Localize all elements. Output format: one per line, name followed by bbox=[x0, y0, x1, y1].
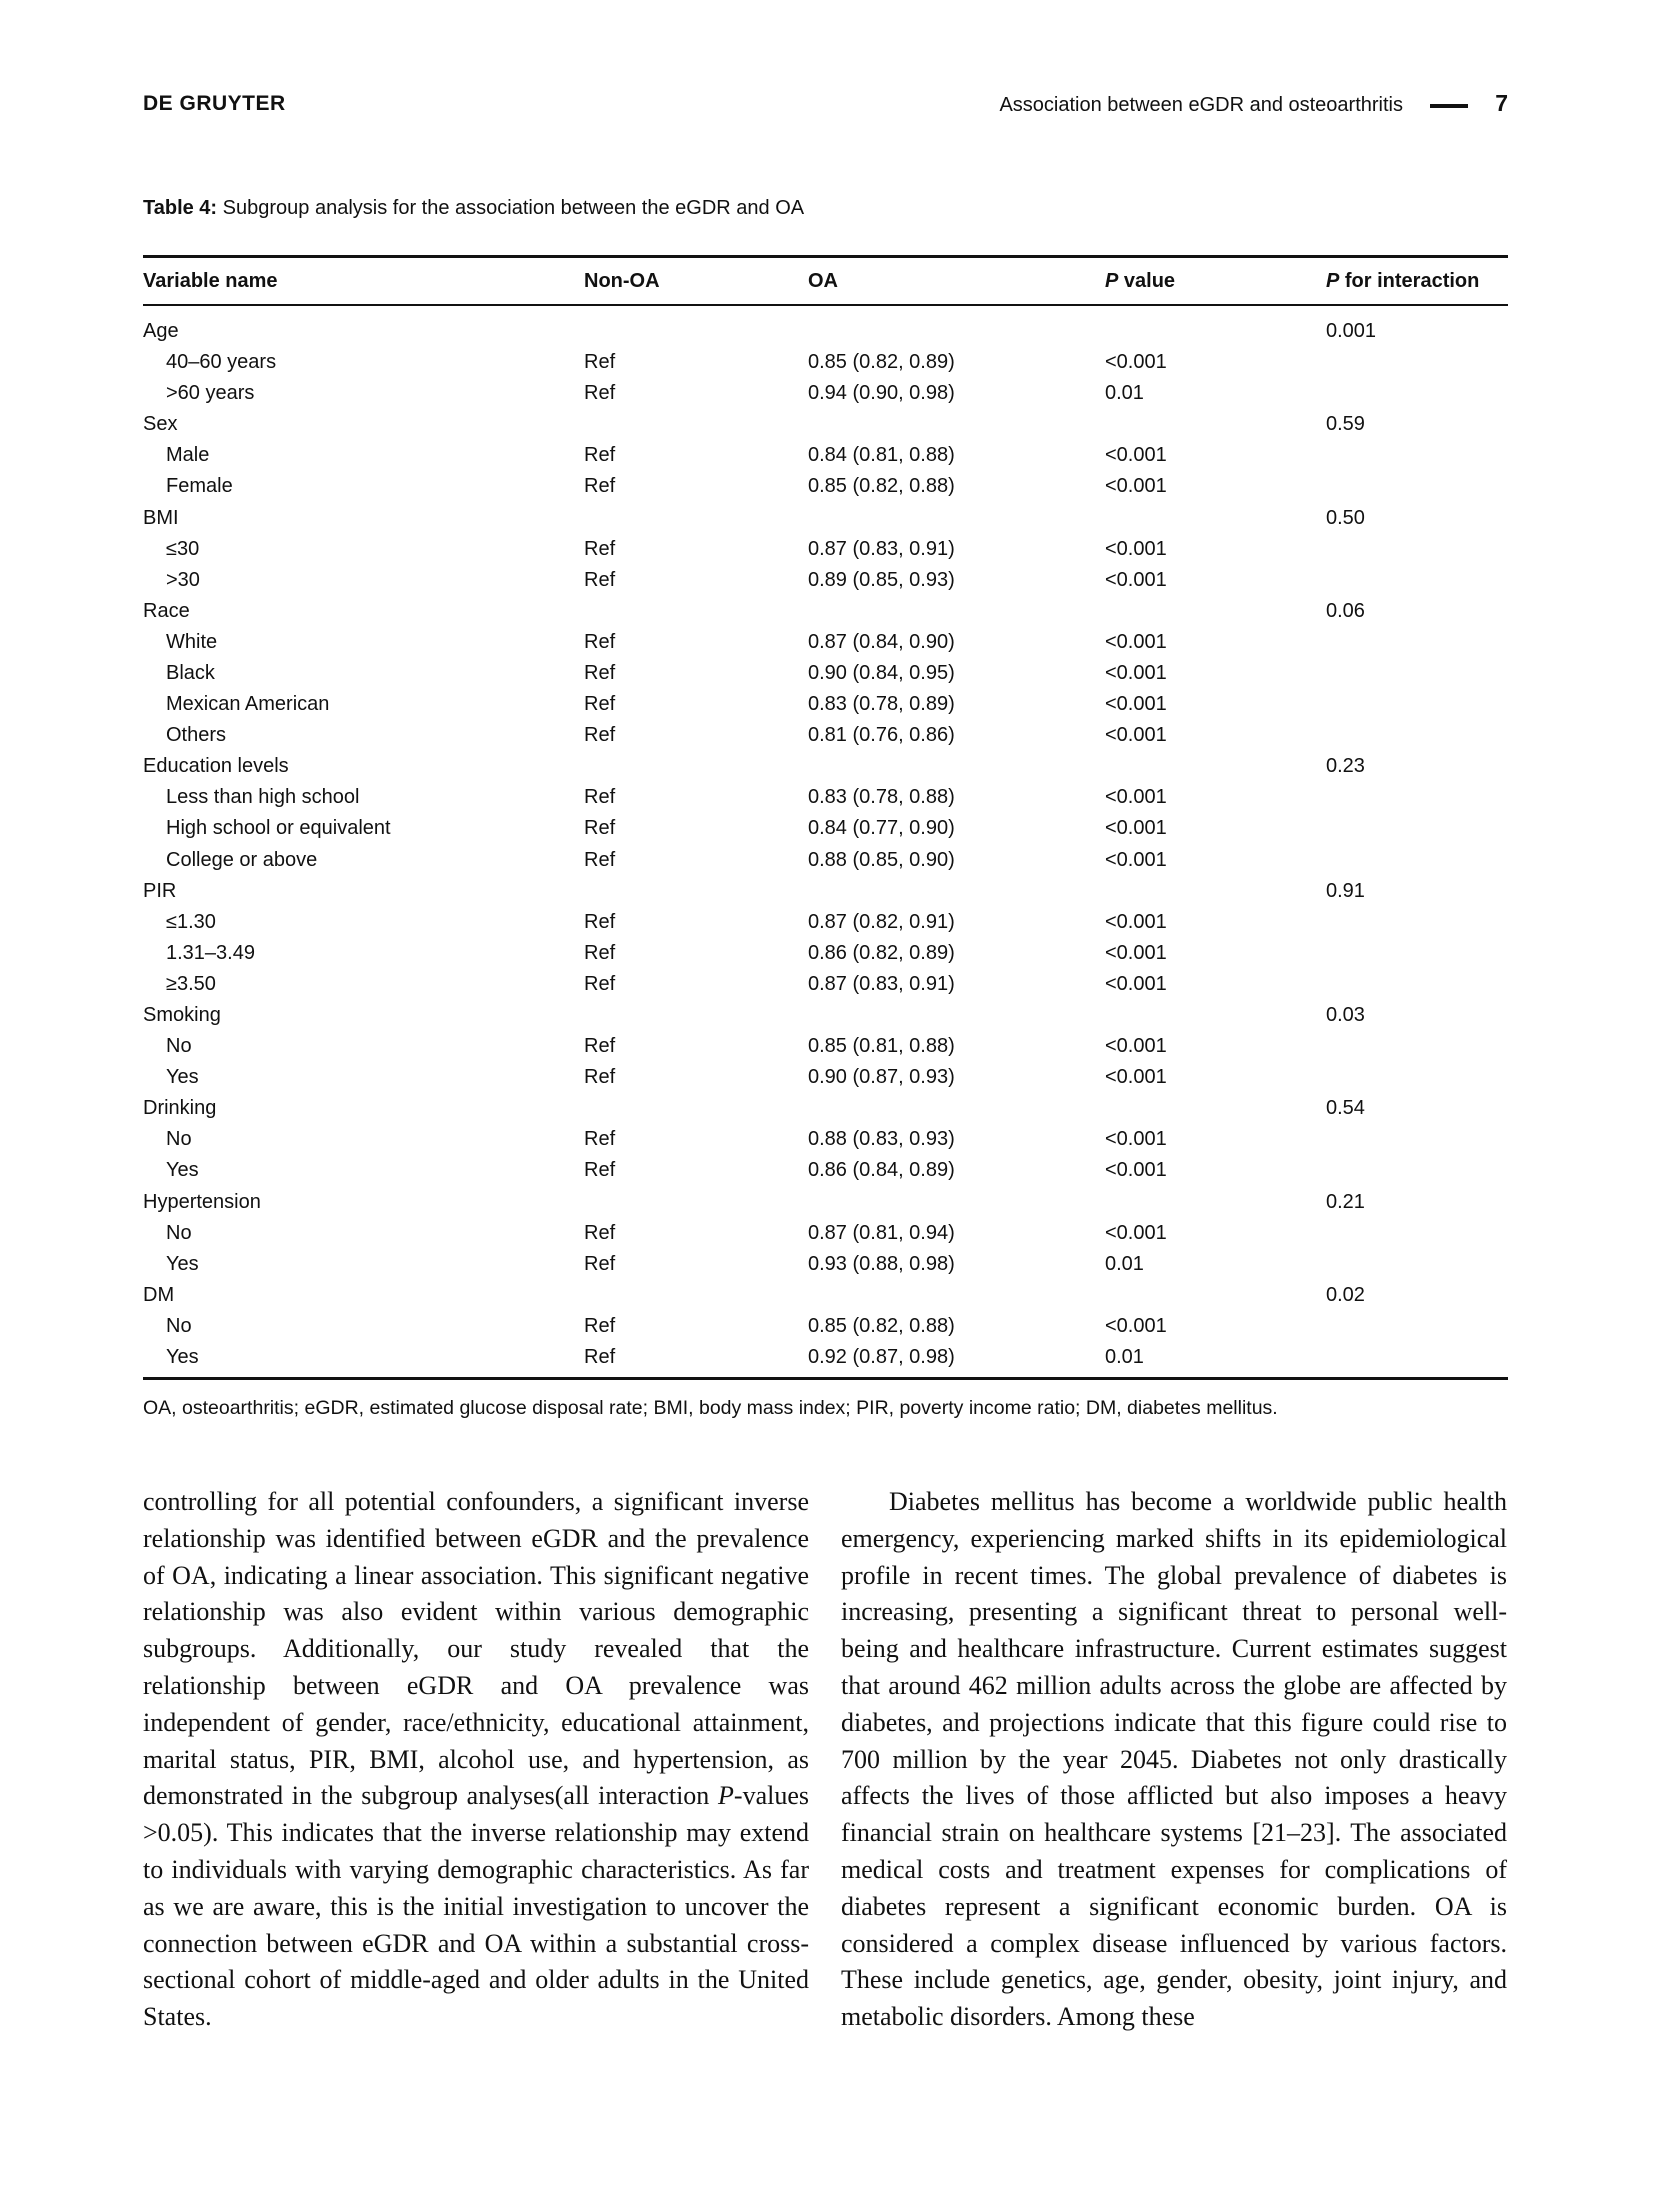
variable-cell: Female bbox=[166, 475, 233, 498]
variable-cell: ≥3.50 bbox=[166, 972, 216, 995]
variable-cell: ≤1.30 bbox=[166, 910, 216, 933]
column-header-p-value bbox=[1105, 257, 1326, 306]
variable-cell: Drinking bbox=[143, 1097, 217, 1120]
oa-cell bbox=[808, 1187, 1105, 1218]
table-row bbox=[143, 1062, 1508, 1093]
p-interaction-cell: 0.91 bbox=[1326, 879, 1365, 902]
non-oa-cell bbox=[584, 876, 808, 907]
variable-cell: Education levels bbox=[143, 755, 289, 778]
non-oa-cell bbox=[584, 502, 808, 533]
non-oa-cell: Ref bbox=[584, 1314, 616, 1337]
table-row bbox=[143, 689, 1508, 720]
non-oa-cell: Ref bbox=[584, 972, 616, 995]
oa-cell bbox=[808, 502, 1105, 533]
p-value-cell bbox=[1105, 596, 1326, 627]
oa-cell: 0.85 (0.82, 0.89) bbox=[808, 351, 955, 374]
variable-cell: DM bbox=[143, 1283, 175, 1306]
p-interaction-cell: 0.21 bbox=[1326, 1190, 1365, 1213]
table-group-row bbox=[143, 502, 1508, 533]
p-italic: P bbox=[718, 1781, 734, 1811]
table-row bbox=[143, 907, 1508, 938]
header-rule bbox=[1430, 104, 1468, 108]
oa-cell: 0.87 (0.83, 0.91) bbox=[808, 537, 955, 560]
non-oa-cell: Ref bbox=[584, 537, 616, 560]
p-value-cell: 0.01 bbox=[1105, 382, 1144, 405]
paragraph-text: controlling for all potential confounders, a significant inverse relationship was identified between eGDR and the prevalence of OA, indicating a linear association. This significant negative relationship was also evident within various demographic subgroups. Additionally, our study revealed that the relationship between eGDR and OA prevalence was independent of gender, race/ethnicity, educational attainment, marital status, PIR, BMI, alcohol use, and hypertension, as demonstrated in the subgroup analyses(all interaction bbox=[143, 1487, 809, 1811]
p-interaction-cell: 0.02 bbox=[1326, 1283, 1365, 1306]
variable-cell: Age bbox=[143, 320, 179, 342]
oa-cell: 0.92 (0.87, 0.98) bbox=[808, 1342, 1105, 1379]
table-row bbox=[143, 471, 1508, 502]
non-oa-cell: Ref bbox=[584, 693, 616, 716]
variable-cell: ≤30 bbox=[166, 537, 200, 560]
non-oa-cell: Ref bbox=[584, 724, 616, 747]
p-value-rest: value bbox=[1118, 269, 1176, 292]
table-group-row bbox=[143, 1187, 1508, 1218]
p-interaction-cell bbox=[1326, 565, 1508, 596]
variable-cell: Hypertension bbox=[143, 1190, 261, 1213]
non-oa-cell: Ref bbox=[584, 1128, 616, 1151]
non-oa-cell bbox=[584, 1000, 808, 1031]
table-row bbox=[143, 1155, 1508, 1186]
table-row bbox=[143, 440, 1508, 471]
oa-cell: 0.84 (0.81, 0.88) bbox=[808, 444, 955, 467]
table-row bbox=[143, 658, 1508, 689]
oa-cell: 0.87 (0.82, 0.91) bbox=[808, 910, 955, 933]
p-interaction-cell: 0.03 bbox=[1326, 1004, 1365, 1027]
body-column-left bbox=[143, 1484, 809, 2036]
variable-cell: Mexican American bbox=[166, 693, 330, 716]
table-group-row bbox=[143, 1093, 1508, 1124]
oa-cell: 0.86 (0.82, 0.89) bbox=[808, 941, 955, 964]
page-number: 7 bbox=[1495, 90, 1508, 116]
non-oa-cell bbox=[584, 751, 808, 782]
oa-cell: 0.85 (0.81, 0.88) bbox=[808, 1035, 955, 1058]
oa-cell bbox=[808, 409, 1105, 440]
oa-cell bbox=[808, 876, 1105, 907]
p-italic: P bbox=[1105, 269, 1119, 292]
table-row bbox=[143, 565, 1508, 596]
non-oa-cell bbox=[584, 596, 808, 627]
p-interaction-cell: 0.001 bbox=[1326, 320, 1377, 342]
variable-cell: Sex bbox=[143, 413, 178, 436]
non-oa-cell: Ref bbox=[584, 1342, 808, 1379]
body-column-right bbox=[841, 1484, 1507, 2036]
table-group-row bbox=[143, 876, 1508, 907]
p-value-cell: <0.001 bbox=[1105, 444, 1167, 467]
p-interaction-cell bbox=[1326, 347, 1508, 378]
table-row bbox=[143, 1124, 1508, 1155]
p-value-cell bbox=[1105, 1000, 1326, 1031]
table-row bbox=[143, 845, 1508, 876]
table-row bbox=[143, 378, 1508, 409]
p-value-cell: <0.001 bbox=[1105, 1221, 1167, 1244]
p-interaction-cell bbox=[1326, 1155, 1508, 1186]
p-interaction-cell: 0.50 bbox=[1326, 506, 1365, 529]
p-value-cell: 0.01 bbox=[1105, 1342, 1326, 1379]
non-oa-cell: Ref bbox=[584, 941, 616, 964]
oa-cell: 0.86 (0.84, 0.89) bbox=[808, 1159, 955, 1182]
table-group-row bbox=[143, 751, 1508, 782]
p-interaction-cell: 0.59 bbox=[1326, 413, 1365, 436]
oa-cell bbox=[808, 1280, 1105, 1311]
p-interaction-cell bbox=[1326, 1062, 1508, 1093]
table-caption-label: Table 4: bbox=[143, 197, 218, 219]
non-oa-cell: Ref bbox=[584, 848, 616, 871]
p-value-cell: <0.001 bbox=[1105, 724, 1167, 747]
p-value-cell: <0.001 bbox=[1105, 661, 1167, 684]
variable-cell: Others bbox=[166, 724, 227, 747]
p-interaction-cell bbox=[1326, 627, 1508, 658]
body-paragraph: Diabetes mellitus has become a worldwide public health emergency, experiencing marked shifts in its epidemiological profile in recent times. The global prevalence of diabetes is increasing, presenting a significant threat to personal well-being and healthcare infrastructure. Current estimates suggest that around 462 million adults across the globe are affected by diabetes, and projections indicate that this figure could rise to 700 million by the year 2045. Diabetes not only drastically affects the lives of those afflicted but also imposes a heavy financial strain on healthcare systems [21–23]. The associated medical costs and treatment expenses for complications of diabetes represent a significant economic burden. OA is considered a complex disease influenced by various factors. These include genetics, age, gender, obesity, joint injury, and metabolic disorders. Among these bbox=[841, 1487, 1507, 2032]
table-caption bbox=[143, 197, 804, 220]
non-oa-cell: Ref bbox=[584, 910, 616, 933]
oa-cell: 0.90 (0.87, 0.93) bbox=[808, 1066, 955, 1089]
p-value-cell: <0.001 bbox=[1105, 537, 1167, 560]
non-oa-cell: Ref bbox=[584, 1035, 616, 1058]
page-header bbox=[143, 90, 1508, 120]
oa-cell: 0.89 (0.85, 0.93) bbox=[808, 568, 955, 591]
p-value-cell bbox=[1105, 409, 1326, 440]
table-group-row bbox=[143, 1000, 1508, 1031]
variable-cell: Yes bbox=[143, 1342, 584, 1379]
non-oa-cell: Ref bbox=[584, 1066, 616, 1089]
non-oa-cell: Ref bbox=[584, 1252, 616, 1275]
non-oa-cell bbox=[584, 1187, 808, 1218]
column-header-variable: Variable name bbox=[143, 257, 584, 306]
variable-cell: 1.31–3.49 bbox=[166, 941, 255, 964]
p-interaction-cell bbox=[1326, 534, 1508, 565]
running-title: Association between eGDR and osteoarthritis bbox=[999, 94, 1403, 116]
non-oa-cell: Ref bbox=[584, 382, 616, 405]
p-interaction-cell: 0.54 bbox=[1326, 1097, 1365, 1120]
table-row bbox=[143, 347, 1508, 378]
table-row bbox=[143, 969, 1508, 1000]
p-value-cell: <0.001 bbox=[1105, 1314, 1167, 1337]
variable-cell: Male bbox=[166, 444, 210, 467]
table-row bbox=[143, 938, 1508, 969]
oa-cell: 0.93 (0.88, 0.98) bbox=[808, 1252, 955, 1275]
variable-cell: Yes bbox=[166, 1252, 199, 1275]
p-interaction-cell bbox=[1326, 782, 1508, 813]
oa-cell bbox=[808, 1000, 1105, 1031]
p-interaction-cell bbox=[1326, 1342, 1508, 1379]
oa-cell: 0.83 (0.78, 0.88) bbox=[808, 786, 955, 809]
variable-cell: Yes bbox=[166, 1159, 199, 1182]
oa-cell: 0.88 (0.83, 0.93) bbox=[808, 1128, 955, 1151]
non-oa-cell bbox=[584, 409, 808, 440]
table-row bbox=[143, 1031, 1508, 1062]
variable-cell: High school or equivalent bbox=[166, 817, 391, 840]
p-value-cell: <0.001 bbox=[1105, 1066, 1167, 1089]
non-oa-cell bbox=[584, 305, 808, 347]
oa-cell bbox=[808, 596, 1105, 627]
table-header-row bbox=[143, 257, 1508, 306]
p-interaction-cell bbox=[1326, 720, 1508, 751]
subgroup-table bbox=[143, 255, 1508, 1380]
p-value-cell: <0.001 bbox=[1105, 848, 1167, 871]
table-footnote: OA, osteoarthritis; eGDR, estimated glucose disposal rate; BMI, body mass index; PIR, poverty income ratio; DM, diabetes mellitus. bbox=[143, 1397, 1278, 1419]
variable-cell: Yes bbox=[166, 1066, 199, 1089]
oa-cell bbox=[808, 305, 1105, 347]
table-group-row bbox=[143, 1280, 1508, 1311]
p-value-cell: <0.001 bbox=[1105, 630, 1167, 653]
variable-cell: No bbox=[166, 1221, 192, 1244]
oa-cell: 0.94 (0.90, 0.98) bbox=[808, 382, 955, 405]
p-interaction-cell bbox=[1326, 1031, 1508, 1062]
non-oa-cell: Ref bbox=[584, 475, 616, 498]
p-value-cell bbox=[1105, 305, 1326, 347]
p-value-cell bbox=[1105, 1187, 1326, 1218]
oa-cell bbox=[808, 751, 1105, 782]
variable-cell: >30 bbox=[166, 568, 200, 591]
oa-cell: 0.81 (0.76, 0.86) bbox=[808, 724, 955, 747]
variable-cell: Race bbox=[143, 599, 190, 622]
p-value-cell: <0.001 bbox=[1105, 817, 1167, 840]
oa-cell: 0.83 (0.78, 0.89) bbox=[808, 693, 955, 716]
p-value-cell: <0.001 bbox=[1105, 972, 1167, 995]
publisher-name: DE GRUYTER bbox=[143, 92, 286, 115]
oa-cell: 0.90 (0.84, 0.95) bbox=[808, 661, 955, 684]
non-oa-cell: Ref bbox=[584, 1159, 616, 1182]
p-value-cell bbox=[1105, 1093, 1326, 1124]
p-value-cell: 0.01 bbox=[1105, 1252, 1144, 1275]
p-value-cell bbox=[1105, 1280, 1326, 1311]
table-body bbox=[143, 305, 1508, 1379]
variable-cell: College or above bbox=[166, 848, 318, 871]
variable-cell: Black bbox=[166, 661, 215, 684]
p-italic: P bbox=[1326, 269, 1340, 292]
p-value-cell bbox=[1105, 876, 1326, 907]
table-group-row bbox=[143, 305, 1508, 347]
p-interaction-cell bbox=[1326, 378, 1508, 409]
column-header-p-interaction bbox=[1326, 257, 1508, 306]
variable-cell: No bbox=[166, 1128, 192, 1151]
p-interaction-cell bbox=[1326, 689, 1508, 720]
paragraph-text: -values >0.05). This indicates that the inverse relationship may extend to individuals with varying demographic characteristics. As far as we are aware, this is the initial investigation to uncover the connection between eGDR and OA within a substantial cross-sectional cohort of middle-aged and older adults in the United States. bbox=[143, 1781, 809, 2032]
p-interaction-cell bbox=[1326, 969, 1508, 1000]
p-value-cell: <0.001 bbox=[1105, 475, 1167, 498]
non-oa-cell bbox=[584, 1280, 808, 1311]
non-oa-cell: Ref bbox=[584, 630, 616, 653]
p-value-cell: <0.001 bbox=[1105, 941, 1167, 964]
p-value-cell: <0.001 bbox=[1105, 1159, 1167, 1182]
variable-cell: 40–60 years bbox=[166, 351, 277, 374]
p-interaction-cell bbox=[1326, 907, 1508, 938]
non-oa-cell: Ref bbox=[584, 786, 616, 809]
p-interaction-cell bbox=[1326, 1249, 1508, 1280]
table-group-row bbox=[143, 596, 1508, 627]
p-interaction-cell: 0.06 bbox=[1326, 599, 1365, 622]
p-value-cell bbox=[1105, 751, 1326, 782]
p-interaction-cell bbox=[1326, 938, 1508, 969]
p-value-cell: <0.001 bbox=[1105, 351, 1167, 374]
p-interaction-cell: 0.23 bbox=[1326, 755, 1365, 778]
non-oa-cell: Ref bbox=[584, 817, 616, 840]
table-row bbox=[143, 782, 1508, 813]
variable-cell: No bbox=[166, 1035, 192, 1058]
variable-cell: PIR bbox=[143, 879, 177, 902]
oa-cell: 0.84 (0.77, 0.90) bbox=[808, 817, 955, 840]
oa-cell bbox=[808, 1093, 1105, 1124]
oa-cell: 0.85 (0.82, 0.88) bbox=[808, 475, 955, 498]
oa-cell: 0.87 (0.84, 0.90) bbox=[808, 630, 955, 653]
table-row bbox=[143, 1249, 1508, 1280]
oa-cell: 0.87 (0.83, 0.91) bbox=[808, 972, 955, 995]
table-row bbox=[143, 627, 1508, 658]
table-row bbox=[143, 1218, 1508, 1249]
p-interaction-cell bbox=[1326, 1124, 1508, 1155]
table-row bbox=[143, 720, 1508, 751]
variable-cell: >60 years bbox=[166, 382, 255, 405]
table-row bbox=[143, 813, 1508, 844]
variable-cell: White bbox=[166, 630, 218, 653]
non-oa-cell: Ref bbox=[584, 444, 616, 467]
p-value-cell: <0.001 bbox=[1105, 1128, 1167, 1151]
table-group-row bbox=[143, 409, 1508, 440]
p-interaction-cell bbox=[1326, 1218, 1508, 1249]
table-row bbox=[143, 1342, 1508, 1379]
p-interaction-cell bbox=[1326, 1311, 1508, 1342]
non-oa-cell: Ref bbox=[584, 568, 616, 591]
p-interaction-cell bbox=[1326, 658, 1508, 689]
p-interaction-cell bbox=[1326, 440, 1508, 471]
p-interaction-rest: for interaction bbox=[1339, 269, 1480, 292]
table-row bbox=[143, 1311, 1508, 1342]
p-value-cell bbox=[1105, 502, 1326, 533]
variable-cell: No bbox=[166, 1314, 192, 1337]
oa-cell: 0.88 (0.85, 0.90) bbox=[808, 848, 955, 871]
variable-cell: Less than high school bbox=[166, 786, 360, 809]
p-value-cell: <0.001 bbox=[1105, 786, 1167, 809]
variable-cell: BMI bbox=[143, 506, 179, 529]
oa-cell: 0.85 (0.82, 0.88) bbox=[808, 1314, 955, 1337]
table-row bbox=[143, 534, 1508, 565]
p-interaction-cell bbox=[1326, 471, 1508, 502]
column-header-non-oa: Non-OA bbox=[584, 257, 808, 306]
non-oa-cell: Ref bbox=[584, 351, 616, 374]
non-oa-cell: Ref bbox=[584, 1221, 616, 1244]
non-oa-cell bbox=[584, 1093, 808, 1124]
p-value-cell: <0.001 bbox=[1105, 910, 1167, 933]
table-caption-text: Subgroup analysis for the association between the eGDR and OA bbox=[217, 197, 805, 219]
p-interaction-cell bbox=[1326, 813, 1508, 844]
p-value-cell: <0.001 bbox=[1105, 1035, 1167, 1058]
oa-cell: 0.87 (0.81, 0.94) bbox=[808, 1221, 955, 1244]
column-header-oa: OA bbox=[808, 257, 1105, 306]
p-interaction-cell bbox=[1326, 845, 1508, 876]
variable-cell: Smoking bbox=[143, 1004, 221, 1027]
p-value-cell: <0.001 bbox=[1105, 693, 1167, 716]
p-value-cell: <0.001 bbox=[1105, 568, 1167, 591]
body-paragraph bbox=[143, 1484, 809, 2036]
non-oa-cell: Ref bbox=[584, 661, 616, 684]
